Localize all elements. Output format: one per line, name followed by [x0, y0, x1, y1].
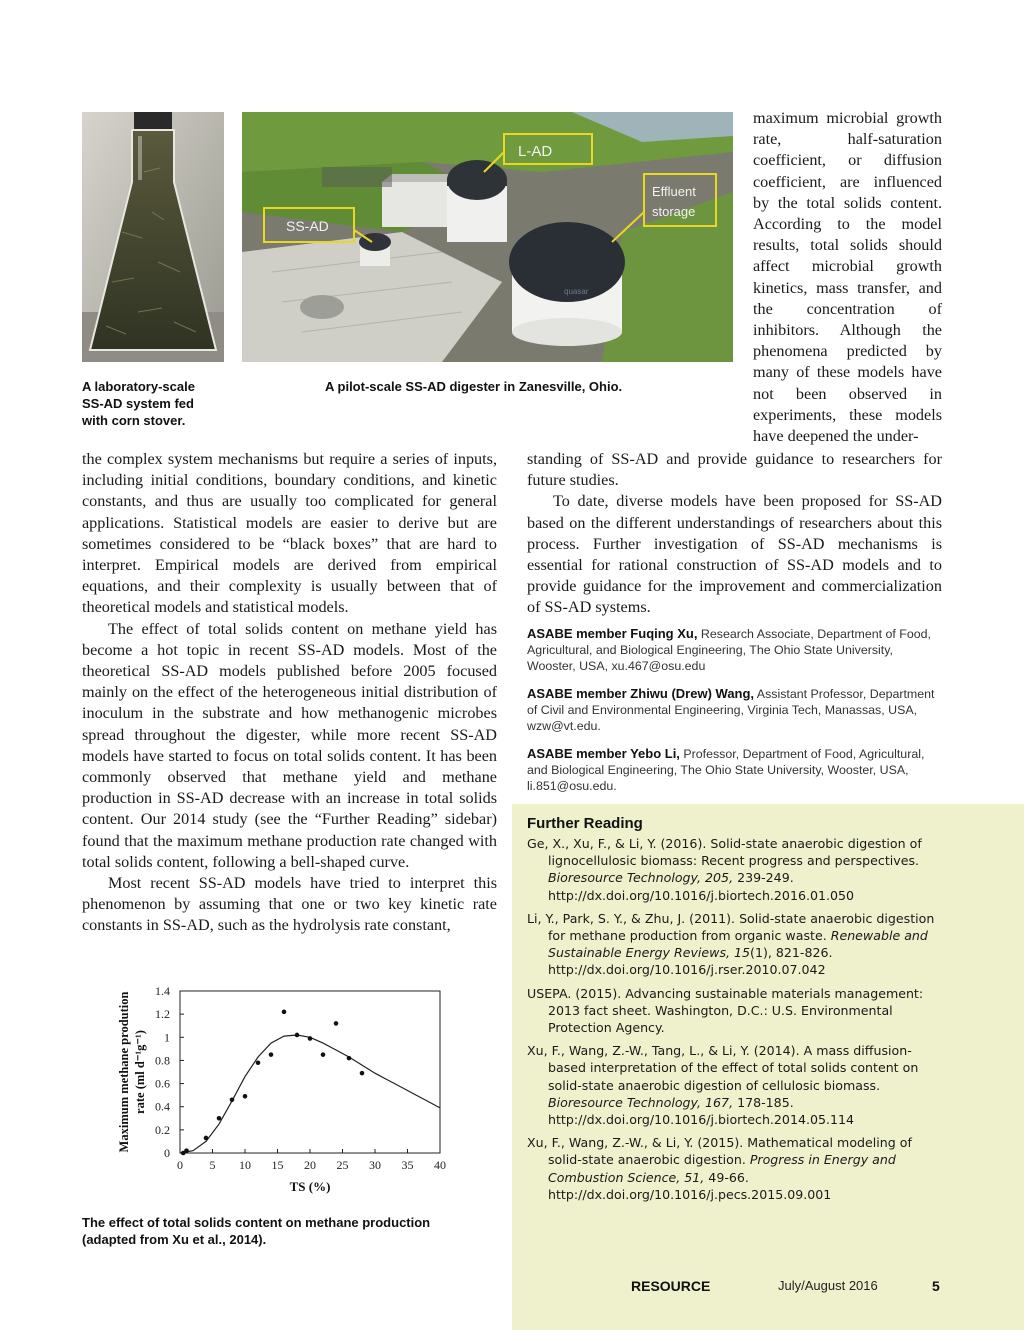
data-point — [184, 1148, 189, 1153]
reference-journal: Progress in Energy and Combustion Science, 51, — [548, 1152, 896, 1185]
reference-item — [527, 985, 939, 1037]
x-axis-label: TS (%) — [289, 1179, 331, 1194]
x-tick-label: 15 — [271, 1158, 284, 1172]
reference-text: 49-66. http://dx.doi.org/10.1016/j.pecs.2015.09.001 — [548, 1169, 832, 1202]
y-axis-label-line2: rate (ml d⁻¹g⁻¹) — [133, 1030, 147, 1114]
body-paragraph: the complex system mechanisms but require a series of inputs, including initial conditions, boundary conditions, and kinetic constants, and thus are usually too complicated for general applications. Statistical models are easier to derive but are sometimes considered to be “black boxes” that are hard to interpret. Empirical models are derived from empirical equations, and their complexity is usually between that of theoretical models and statistical models. — [82, 450, 497, 617]
right-column-top-text: maximum microbial growth rate, half-saturation coefficient, or diffusion coefficient, are influenced by the total solids content. According to the model results, total solids should affect microbial growth kinetics, mass transfer, and the concentration of inhibitors. Although the phenomena predicted by many of these models have not been observed in experiments, these models have deepened the under- — [753, 109, 942, 446]
data-point — [347, 1056, 352, 1061]
reference-item — [527, 910, 939, 979]
data-point — [269, 1052, 274, 1057]
data-point — [282, 1010, 287, 1015]
data-point — [217, 1116, 222, 1121]
aerial-caption: A pilot-scale SS-AD digester in Zanesville, Ohio. — [325, 379, 623, 394]
x-tick-label: 35 — [401, 1158, 414, 1172]
author-entry — [527, 686, 939, 734]
reference-text: Xu, F., Wang, Z.-W., & Li, Y. (2015). Mathematical modeling of solid-state anaerobic digestion. — [527, 1135, 912, 1168]
ssad-label: SS-AD — [286, 218, 329, 234]
right-column-paragraph: standing of SS-AD and provide guidance to researchers for future studies. — [527, 450, 942, 490]
data-point — [204, 1136, 209, 1141]
reference-list — [527, 835, 939, 1209]
y-tick-label: 1.4 — [155, 984, 170, 998]
y-tick-label: 0.4 — [155, 1099, 170, 1114]
x-tick-label: 25 — [336, 1158, 349, 1172]
flask-photo — [82, 112, 224, 362]
reference-item — [527, 835, 939, 904]
flask-caption — [82, 378, 252, 429]
y-tick-label: 0.2 — [155, 1122, 170, 1137]
data-point — [230, 1097, 235, 1102]
effluent-label-2: storage — [652, 204, 696, 219]
reference-item — [527, 1134, 939, 1203]
footer-magazine: RESOURCE — [631, 1278, 711, 1294]
right-column-paragraph: To date, diverse models have been proposed for SS-AD based on the different understandings of researchers about this process. Further investigation of SS-AD mechanisms is essential for rational construction of SS-AD models and to provide guidance for the improvement and commercialization of SS-AD systems. — [527, 492, 942, 617]
flask-caption-line: SS-AD system fed — [82, 396, 194, 411]
x-tick-label: 20 — [304, 1158, 316, 1172]
flask-caption-line: with corn stover. — [82, 413, 186, 428]
x-tick-label: 30 — [369, 1158, 381, 1172]
author-entry — [527, 626, 939, 674]
author-details: Assistant Professor, Department of Civil and Environmental Engineering, Virginia Tech, Manassas, USA, wzw@vt.edu. — [527, 687, 935, 733]
reference-text: Li, Y., Park, S. Y., & Zhu, J. (2011). Solid-state anaerobic digestion for methane production from organic waste. — [527, 910, 935, 944]
reference-item — [527, 1042, 939, 1128]
chart-plot-frame — [180, 991, 440, 1153]
author-name: ASABE member Yebo Li, — [527, 746, 680, 761]
data-point — [334, 1021, 339, 1026]
further-reading-title: Further Reading — [527, 815, 643, 832]
right-column-continued-text — [527, 449, 942, 619]
body-paragraph: The effect of total solids content on methane yield has become a hot topic in recent SS-AD models. Most of the theoretical SS-AD models published before 2005 focused mainly on the effect of the heterogeneous initial distribution of inoculum in the substrate and how methanogenic microbes spread throughout the digester, while more recent SS-AD models have started to focus on total solids content. It has been commonly observed that methane yield and methane production in SS-AD decrease with an increase in total solids content. Our 2014 study (see the “Further Reading” sidebar) found that the maximum methane production rate changed with total solids content, following a bell-shaped curve. — [82, 619, 497, 871]
x-tick-label: 5 — [209, 1158, 216, 1172]
methane-production-chart — [100, 975, 470, 1200]
flask-illustration — [82, 112, 224, 362]
y-tick-label: 1.2 — [155, 1007, 170, 1022]
data-point — [256, 1060, 261, 1065]
y-tick-label: 0.6 — [155, 1076, 170, 1091]
reference-journal: Renewable and Sustainable Energy Reviews, 15 — [548, 928, 928, 961]
data-point — [321, 1052, 326, 1057]
reference-journal: Bioresource Technology, 167, — [548, 1094, 734, 1110]
reference-text: Xu, F., Wang, Z.-W., Tang, L., & Li, Y. (2014). A mass diffusion-based interpretation of the effect of total solids content on solid-state anaerobic digestion of cellulosic biomass. — [527, 1043, 919, 1093]
y-axis-label-line1: Maximum methane prodution — [117, 991, 131, 1153]
x-tick-label: 10 — [239, 1158, 251, 1172]
reference-text: (1), 821-826. http://dx.doi.org/10.1016/j.rser.2010.07.042 — [548, 945, 833, 978]
author-list — [527, 626, 939, 806]
lad-label: L-AD — [518, 143, 553, 160]
data-point — [243, 1094, 248, 1099]
author-entry — [527, 746, 939, 794]
y-tick-label: 0 — [164, 1146, 170, 1160]
reference-text: Ge, X., Xu, F., & Li, Y. (2016). Solid-state anaerobic digestion of lignocellulosic biomass: Recent progress and perspectives. — [527, 836, 922, 869]
author-name: ASABE member Fuqing Xu, — [527, 626, 698, 641]
x-tick-label: 0 — [177, 1158, 183, 1172]
data-point — [295, 1033, 300, 1038]
reference-journal: Bioresource Technology, 205, — [548, 870, 734, 886]
tank-brand-text: quasar — [564, 287, 589, 296]
model-curve — [180, 1035, 440, 1153]
aerial-digester-photo — [242, 112, 733, 362]
aerial-illustration — [242, 112, 733, 362]
body-paragraph: Most recent SS-AD models have tried to interpret this phenomenon by assuming that one or two key kinetic rate constants in SS-AD, such as the hydrolysis rate constant, — [82, 874, 497, 935]
x-tick-label: 40 — [434, 1158, 446, 1172]
reference-text: USEPA. (2015). Advancing sustainable materials management: 2013 fact sheet. Washington, D.C.: U.S. Environmental Protection Agency. — [527, 985, 924, 1036]
author-name: ASABE member Zhiwu (Drew) Wang, — [527, 686, 755, 701]
y-tick-label: 0.8 — [155, 1053, 170, 1068]
data-point — [360, 1071, 365, 1076]
left-column-text — [82, 449, 497, 937]
footer-page-number: 5 — [932, 1278, 940, 1294]
reference-text: 178-185. http://dx.doi.org/10.1016/j.biortech.2014.05.114 — [548, 1094, 855, 1128]
further-reading-sidebar — [512, 804, 1024, 1330]
author-details: Research Associate, Department of Food, Agricultural, and Biological Engineering, The Ohio State University, Wooster, USA, xu.467@osu.edu — [527, 627, 931, 673]
data-point — [308, 1036, 313, 1041]
y-tick-label: 1 — [164, 1030, 170, 1045]
effluent-label-1: Effluent — [652, 184, 696, 199]
footer-issue: July/August 2016 — [778, 1278, 878, 1293]
flask-caption-line: A laboratory-scale — [82, 379, 195, 394]
figure-caption: The effect of total solids content on methane production (adapted from Xu et al., 2014). — [82, 1215, 431, 1247]
reference-text: 239-249. http://dx.doi.org/10.1016/j.biortech.2016.01.050 — [548, 870, 855, 903]
author-details: Professor, Department of Food, Agricultural, and Biological Engineering, The Ohio State University, Wooster, USA, li.851@osu.edu. — [527, 747, 925, 793]
